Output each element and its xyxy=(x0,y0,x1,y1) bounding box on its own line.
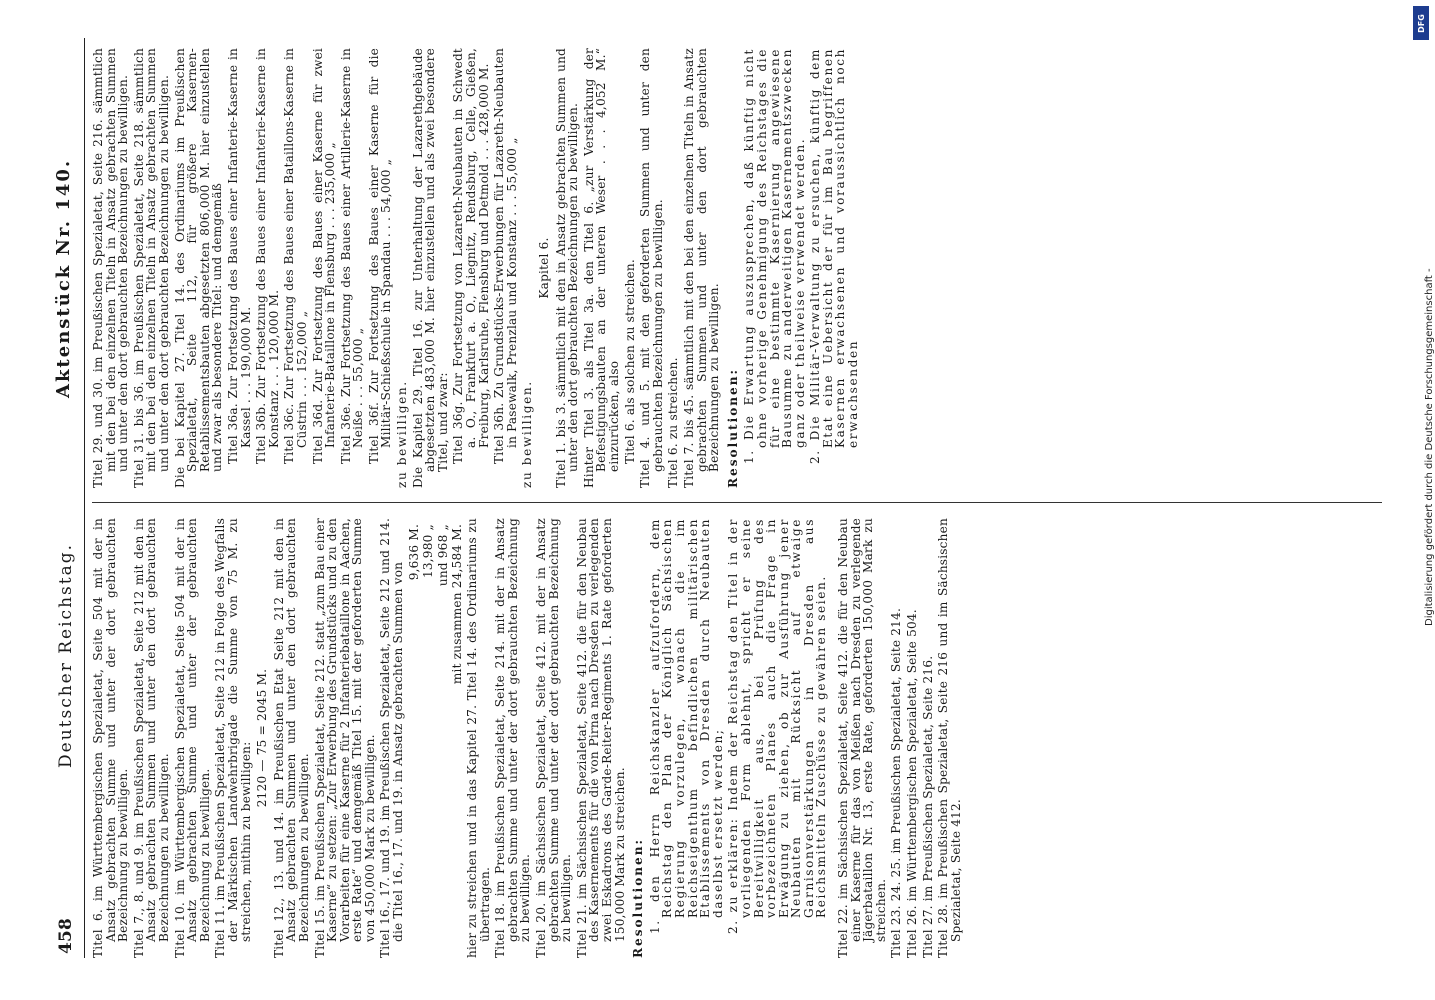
title-entry: Die Kapitel 29. Titel 16. zur Unterhaltung der Lazarethgebäude abgesetzten 483,000 M. hier einzustellen und als zwei besondere Titel, und zwar: xyxy=(410,48,450,488)
title-entry: Titel 18. im Preußischen Spezialetat, Seite 214. mit der in Ansatz gebrachten Summe und unter der dort gebrauchten Bezeichnung zu bewilligen. xyxy=(493,518,533,958)
publication-title: Deutscher Reichstag. xyxy=(56,543,76,768)
title-entry: Titel 6. zu streichen. xyxy=(666,357,681,488)
title-entry: Titel 36b. Zur Fortsetzung des Baues einer Infanterie-Kaserne in Konstanz . . . 120,000 M. xyxy=(254,48,281,464)
title-entry: Titel 12., 13. und 14. im Preußischen Etat Seite 212 mit den in Ansatz gebrachten Summen und unter den dort gebrauchten Bezeichnungen zu bewilligen. xyxy=(271,518,311,958)
title-entry: Titel 6. als solchen zu streichen. xyxy=(622,259,637,464)
calculation-line: 2120 — 75 = 2045 M. xyxy=(255,668,270,808)
title-entry: Titel 36c. Zur Fortsetzung des Baues einer Bataillons-Kaserne in Cüstrin . . . 152,000 „ xyxy=(282,48,309,464)
chapter-heading: Kapitel 6. xyxy=(537,237,551,299)
title-entry: Titel 16., 17. und 19. im Preußischen Spezialetat, Seite 212 und 214. die Titel 16., 17. und 19. in Ansatz gebrachten Summen von xyxy=(378,518,406,958)
title-entry: Titel 21. im Sächsischen Spezialetat, Seite 412. die für den Neubau des Kasernements für die von Pirna nach Dresden zu verlegenden zwei Eskadrons des Garde-Reiter-Regiments 1. Rate geforderten 150,000 Mark zu streichen. xyxy=(574,518,627,958)
resolution-item: 2. zu erklären: Indem der Reichstag den Titel in der vorliegenden Form ablehnt, spricht er seine Bereitwilligkeit aus, bei Prüfung des vorbezeichneten Planes auch die Frage in Erwägung zu ziehen, ob zur Ausführung jener Neubauten mit Rücksicht auf etwaige Garnisonverstärkungen in Dresden aus Reichsmitteln Zuschüsse zu gewähren seien. xyxy=(726,518,829,934)
title-entry: Hinter Titel 3. als Titel 3a. den Titel 6. „zur Verstärkung der Befestigungsbauten an der unteren Weser . . . 4,052 M.“ einzurücken, also xyxy=(581,48,621,488)
rotated-page-content xyxy=(53,38,1388,958)
title-entry: Titel 36f. Zur Fortsetzung des Baues einer Kaserne für die Militär-Schießschule in Spandau . . . 54,000 „ xyxy=(366,48,394,464)
running-head xyxy=(53,38,86,958)
title-entry: Titel 15. im Preußischen Spezialetat, Seite 212. statt „zum Bau einer Kaserne“ zu setzen: „Zur Erwerbung des Grundstücks und zu den Vorarbeiten für eine Kaserne für 2 Infanteriebataillone in Aachen, erste Rate“ und demgemäß Titel 15. mit der geforderten Summe von 450,000 Mark zu bewilligen. xyxy=(312,518,377,958)
title-entry: Titel 1. bis 3. sämmtlich mit den in Ansatz gebrachten Summen und unter den dort gebrauchten Bezeichnungen zu bewilligen. xyxy=(553,48,581,488)
title-entry: Titel 26. im Württembergischen Spezialetat, Seite 504. xyxy=(905,609,920,958)
title-entry: Titel 20. im Sächsischen Spezialetat, Seite 412. mit der in Ansatz gebrachten Summe und unter der dort gebrauchten Bezeichnung zu bewilligen. xyxy=(534,518,574,958)
column-divider xyxy=(92,502,1382,503)
title-entry: Titel 7. bis 45. sämmtlich mit den bei den einzelnen Titeln in Ansatz gebrachten Summen und unter den dort gebrauchten Bezeichnungen zu bewilligen. xyxy=(681,48,722,488)
amount-total: mit zusammen 24,584 M. xyxy=(450,524,465,685)
title-entry: Die bei Kapitel 27. Titel 14. des Ordinariums im Preußischen Spezialetat, Seite 112, für größere Kasernen-Retablissementsbauten abgesetzten 806,000 M. hier einzustellen und zwar als besondere Titel: und demgemäß xyxy=(172,48,225,488)
resolutions-heading: Resolutionen: xyxy=(725,368,740,488)
title-entry: Titel 28. im Preußischen Spezialetat, Seite 216 und im Sächsischen Spezialetat, Seite 412. xyxy=(936,518,963,958)
title-entry: Titel 36d. Zur Fortsetzung des Baues einer Kaserne für zwei Infanterie-Bataillone in Flensburg . . . 235,000 „ xyxy=(310,48,338,464)
resolution-item: 2. Die Militär-Verwaltung zu ersuchen, künftig dem Etat eine Uebersicht der für im Bau begriffenen Kasernen erwachsenen und voraussichtlich noch erwachsenden xyxy=(808,48,861,464)
title-entry: Titel 4. und 5. mit den geforderten Summen und unter den gebrauchten Bezeichnungen zu bewilligen. xyxy=(638,48,665,488)
title-entry: Titel 6. im Württembergischen Spezialetat, Seite 504 mit der in Ansatz gebrachten Summe und unter der dort gebrauchten Bezeichnung zu bewilligen. xyxy=(91,518,131,958)
page-number: 458 xyxy=(56,917,76,954)
title-entry: Titel 36h. Zu Grundstücks-Erwerbungen für Lazareth-Neubauten in Pasewalk, Prenzlau und Konstanz . . . 55,000 „ xyxy=(492,48,519,464)
title-entry: Titel 31. bis 36. im Preußischen Spezialetat, Seite 218. sämmtlich mit den bei den einzelnen Titeln in Ansatz gebrachten Summen und unter den dort gebrauchten Bezeichnungen zu bewilligen. xyxy=(131,48,171,488)
header-rule xyxy=(84,38,85,958)
title-entry: Titel 29. und 30. im Preußischen Spezialetat, Seite 216. sämmtlich mit den bei den einzelnen Titeln in Ansatz gebrachten Summen und unter den dort gebrauchten Bezeichnungen zu bewilligen. xyxy=(91,48,131,488)
resolution-item: 1. Die Erwartung auszusprechen, daß künftig nicht ohne vorherige Genehmigung des Reichstages die für eine bestimmte Kasernierung angewiesene Bausumme zu anderweitigen Kasernementszwecken ganz oder theilweise verwendet werden. xyxy=(742,48,807,464)
amount-line: 9,636 M. xyxy=(406,524,421,581)
credit-text: Digitalisierung gefördert durch die Deutsche Forschungsgemeinschaft - xyxy=(1424,268,1435,626)
title-entry: hier zu streichen und in das Kapitel 27. Titel 14. des Ordinariums zu übertragen. xyxy=(465,518,492,958)
left-column xyxy=(92,518,965,958)
resolution-item: 1. den Herrn Reichskanzler aufzufordern, dem Reichstag den Plan der Königlich Sächsischen Regierung vorzulegen, wonach die im Reichseigenthum befindlichen militärischen Etablissements von Dresden durch Neubauten daselbst ersetzt werden; xyxy=(647,518,725,934)
bewilligen-line: zu bewilligen. xyxy=(520,380,535,488)
document-number: Aktenstück Nr. 140. xyxy=(53,158,74,398)
title-entry: Titel 36e. Zur Fortsetzung des Baues einer Artillerie-Kaserne in Neiße . . . 55,000 „ xyxy=(338,48,366,464)
title-entry: Titel 11. im Preußischen Spezialetat, Seite 212 in Folge des Wegfalls der Märkischen Landwehrbrigade die Summe von 75 M. zu streichen, mithin zu bewilligen: xyxy=(213,518,253,958)
resolutions-heading: Resolutionen: xyxy=(631,838,646,958)
right-column xyxy=(92,48,863,488)
title-entry: Titel 7., 8. und 9. im Preußischen Spezialetat, Seite 212 mit den in Ansatz gebrachten Summen und unter den dort gebrauchten Bezeichnungen zu bewilligen. xyxy=(131,518,171,958)
title-entry: Titel 36g. Zur Fortsetzung von Lazareth-Neubauten in Schwedt a. O., Frankfurt a. O., Liegnitz, Rendsburg, Celle, Gießen, Freiburg, Karlsruhe, Flensburg und Detmold . . . 428,000 M. xyxy=(451,48,491,464)
title-entry: Titel 22. im Sächsischen Spezialetat, Seite 412. die für den Neubau einer Kaserne für das von Meißen nach Dresden zu verlegende Jägerbataillon Nr. 13, erste Rate, geforderten 150,000 Mark zu streichen. xyxy=(836,518,888,958)
title-entry: Titel 36a. Zur Fortsetzung des Baues einer Infanterie-Kaserne in Kassel . . . 190,000 M. xyxy=(225,48,253,464)
dfg-logo xyxy=(1413,6,1429,40)
amount-line: und 968 „ xyxy=(435,524,450,587)
bewilligen-line: zu bewilligen. xyxy=(395,380,410,488)
title-entry: Titel 23. 24. 25. im Preußischen Spezialetat, Seite 214. xyxy=(889,607,904,958)
title-entry: Titel 10. im Württembergischen Spezialetat, Seite 504 mit der in Ansatz gebrachten Summe und unter der gebrauchten Bezeichnung zu bewilligen. xyxy=(172,518,212,958)
title-entry: Titel 27. im Preußischen Spezialetat, Seite 216. xyxy=(920,655,935,958)
amount-line: 13,980 „ xyxy=(421,524,436,579)
digitization-credit xyxy=(1410,6,1435,646)
dfg-logo-text: DFG xyxy=(1416,13,1426,33)
